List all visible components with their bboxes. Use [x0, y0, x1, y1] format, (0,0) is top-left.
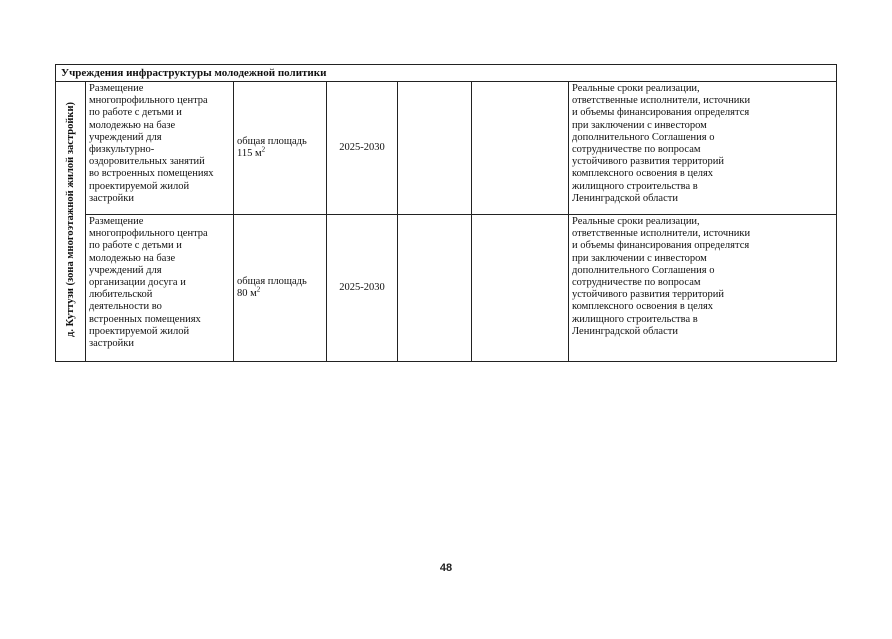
- object-line: застройки: [89, 338, 135, 350]
- note-line: и объемы финансирования определятся: [572, 240, 750, 252]
- area-label: общая площадь: [237, 275, 307, 287]
- object-line: многопрофильного центра: [89, 228, 208, 240]
- object-line: проектируемой жилой: [89, 180, 190, 192]
- section-header-row: [56, 65, 837, 82]
- object-line: во встроенных помещениях: [89, 168, 214, 180]
- area-cell: [234, 82, 327, 215]
- object-line: по работе с детьми и: [89, 107, 182, 119]
- note-line: при заключении с инвестором: [572, 119, 707, 131]
- empty-cell: [472, 82, 569, 215]
- note-line: устойчивого развития территорий: [572, 156, 725, 168]
- note-line: сотрудничестве по вопросам: [572, 144, 701, 156]
- area-label: общая площадь: [237, 135, 307, 147]
- object-line: физкультурно-: [89, 144, 155, 156]
- area-value: 115 м: [237, 148, 262, 159]
- term-cell: 2025-2030: [327, 215, 398, 362]
- note-line: устойчивого развития территорий: [572, 289, 725, 301]
- note-line: при заключении с инвестором: [572, 252, 707, 264]
- notes-cell: [569, 215, 837, 362]
- empty-cell: [472, 215, 569, 362]
- object-line: организации досуга и: [89, 277, 186, 289]
- object-line: Размещение: [89, 83, 144, 94]
- object-line: многопрофильного центра: [89, 95, 208, 107]
- area-value-line: [237, 285, 323, 300]
- empty-cell: [398, 215, 472, 362]
- term-cell: 2025-2030: [327, 82, 398, 215]
- locality-cell: [56, 82, 86, 362]
- object-line: любительской: [89, 289, 153, 301]
- note-line: и объемы финансирования определятся: [572, 107, 750, 119]
- note-line: Ленинградской области: [572, 325, 678, 337]
- object-line: по работе с детьми и: [89, 240, 182, 252]
- locality-label: д. Куттузи (зона многоэтажной жилой застройки): [64, 101, 76, 337]
- object-line: встроенных помещениях: [89, 313, 201, 325]
- object-line: Размещение: [89, 216, 144, 227]
- note-line: Ленинградской области: [572, 192, 678, 204]
- object-line: застройки: [89, 192, 135, 204]
- notes-cell: [569, 82, 837, 215]
- area-value: 80 м: [237, 288, 257, 299]
- note-line: жилищного строительства в: [572, 180, 698, 192]
- object-line: учреждений для: [89, 131, 162, 143]
- table-row: [56, 215, 837, 362]
- note-line: ответственные исполнители, источники: [572, 228, 751, 240]
- table-row: [56, 82, 837, 215]
- area-value-line: [237, 145, 323, 160]
- section-title: Учреждения инфраструктуры молодежной политики: [56, 65, 837, 82]
- object-line: молодежью на базе: [89, 119, 176, 131]
- empty-cell: [398, 82, 472, 215]
- object-line: учреждений для: [89, 264, 162, 276]
- area-unit-exponent: 2: [261, 145, 266, 154]
- infrastructure-table: [55, 64, 837, 362]
- note-line: дополнительного Соглашения о: [572, 131, 715, 143]
- note-line: Реальные сроки реализации,: [572, 216, 700, 227]
- object-description: [86, 82, 234, 215]
- area-unit-exponent: 2: [256, 285, 261, 294]
- note-line: ответственные исполнители, источники: [572, 95, 751, 107]
- note-line: сотрудничестве по вопросам: [572, 277, 701, 289]
- note-line: жилищного строительства в: [572, 313, 698, 325]
- object-line: проектируемой жилой: [89, 325, 190, 337]
- page-number: 48: [439, 562, 453, 574]
- object-line: деятельности во: [89, 301, 162, 313]
- note-line: комплексного освоения в целях: [572, 168, 714, 180]
- object-line: оздоровительных занятий: [89, 156, 205, 168]
- area-cell: [234, 215, 327, 362]
- object-line: молодежью на базе: [89, 252, 176, 264]
- object-description: [86, 215, 234, 362]
- note-line: Реальные сроки реализации,: [572, 83, 700, 94]
- note-line: дополнительного Соглашения о: [572, 264, 715, 276]
- note-line: комплексного освоения в целях: [572, 301, 714, 313]
